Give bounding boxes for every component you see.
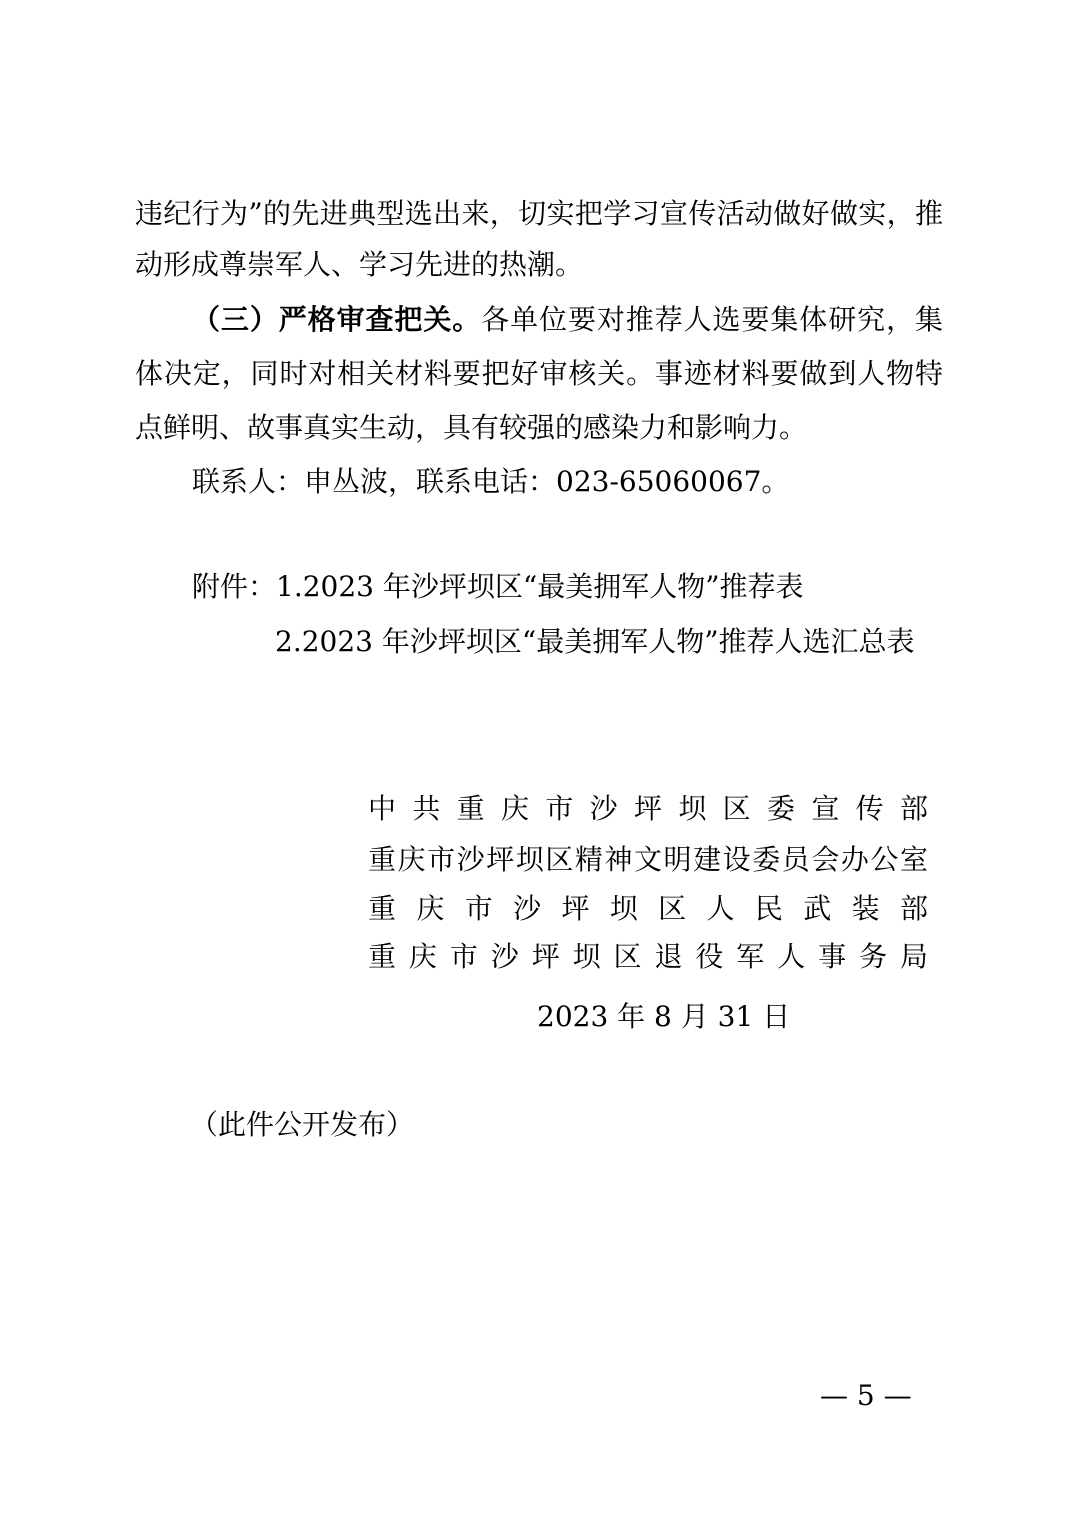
paragraph-line <box>192 300 943 340</box>
paragraph-line: 违纪行为”的先进典型选出来，切实把学习宣传活动做好做实，推 <box>135 197 943 230</box>
document-date: 2023 年 8 月 31 日 <box>537 1000 791 1033</box>
paragraph-line: 点鲜明、故事真实生动，具有较强的感染力和影响力。 <box>135 411 808 444</box>
attachment-item-2: 2.2023 年沙坪坝区“最美拥军人物”推荐人选汇总表 <box>275 625 915 658</box>
attachment-title: 1.2023 年沙坪坝区“最美拥军人物”推荐表 <box>276 570 804 603</box>
paragraph-text: 各单位要对推荐人选要集体研究，集 <box>481 303 943 336</box>
attachment-item-1 <box>192 567 804 607</box>
signature-org-2: 重庆市沙坪坝区精神文明建设委员会办公室 <box>368 843 928 876</box>
signature-org-1: 中共重庆市沙坪坝区委宣传部 <box>368 792 928 825</box>
paragraph-line: 动形成尊崇军人、学习先进的热潮。 <box>135 248 584 281</box>
paragraph-line: 体决定，同时对相关材料要把好审核关。事迹材料要做到人物特 <box>135 357 943 390</box>
section-heading: （三）严格审查把关。 <box>192 303 482 336</box>
signature-org-4: 重庆市沙坪坝区退役军人事务局 <box>368 940 928 973</box>
publication-note: （此件公开发布） <box>190 1108 415 1141</box>
contact-line: 联系人：申丛波，联系电话：023-65060067。 <box>192 465 790 498</box>
signature-org-3: 重庆市沙坪坝区人民武装部 <box>368 892 928 925</box>
attachment-label: 附件： <box>192 570 277 603</box>
page-number: — 5 — <box>820 1379 912 1412</box>
